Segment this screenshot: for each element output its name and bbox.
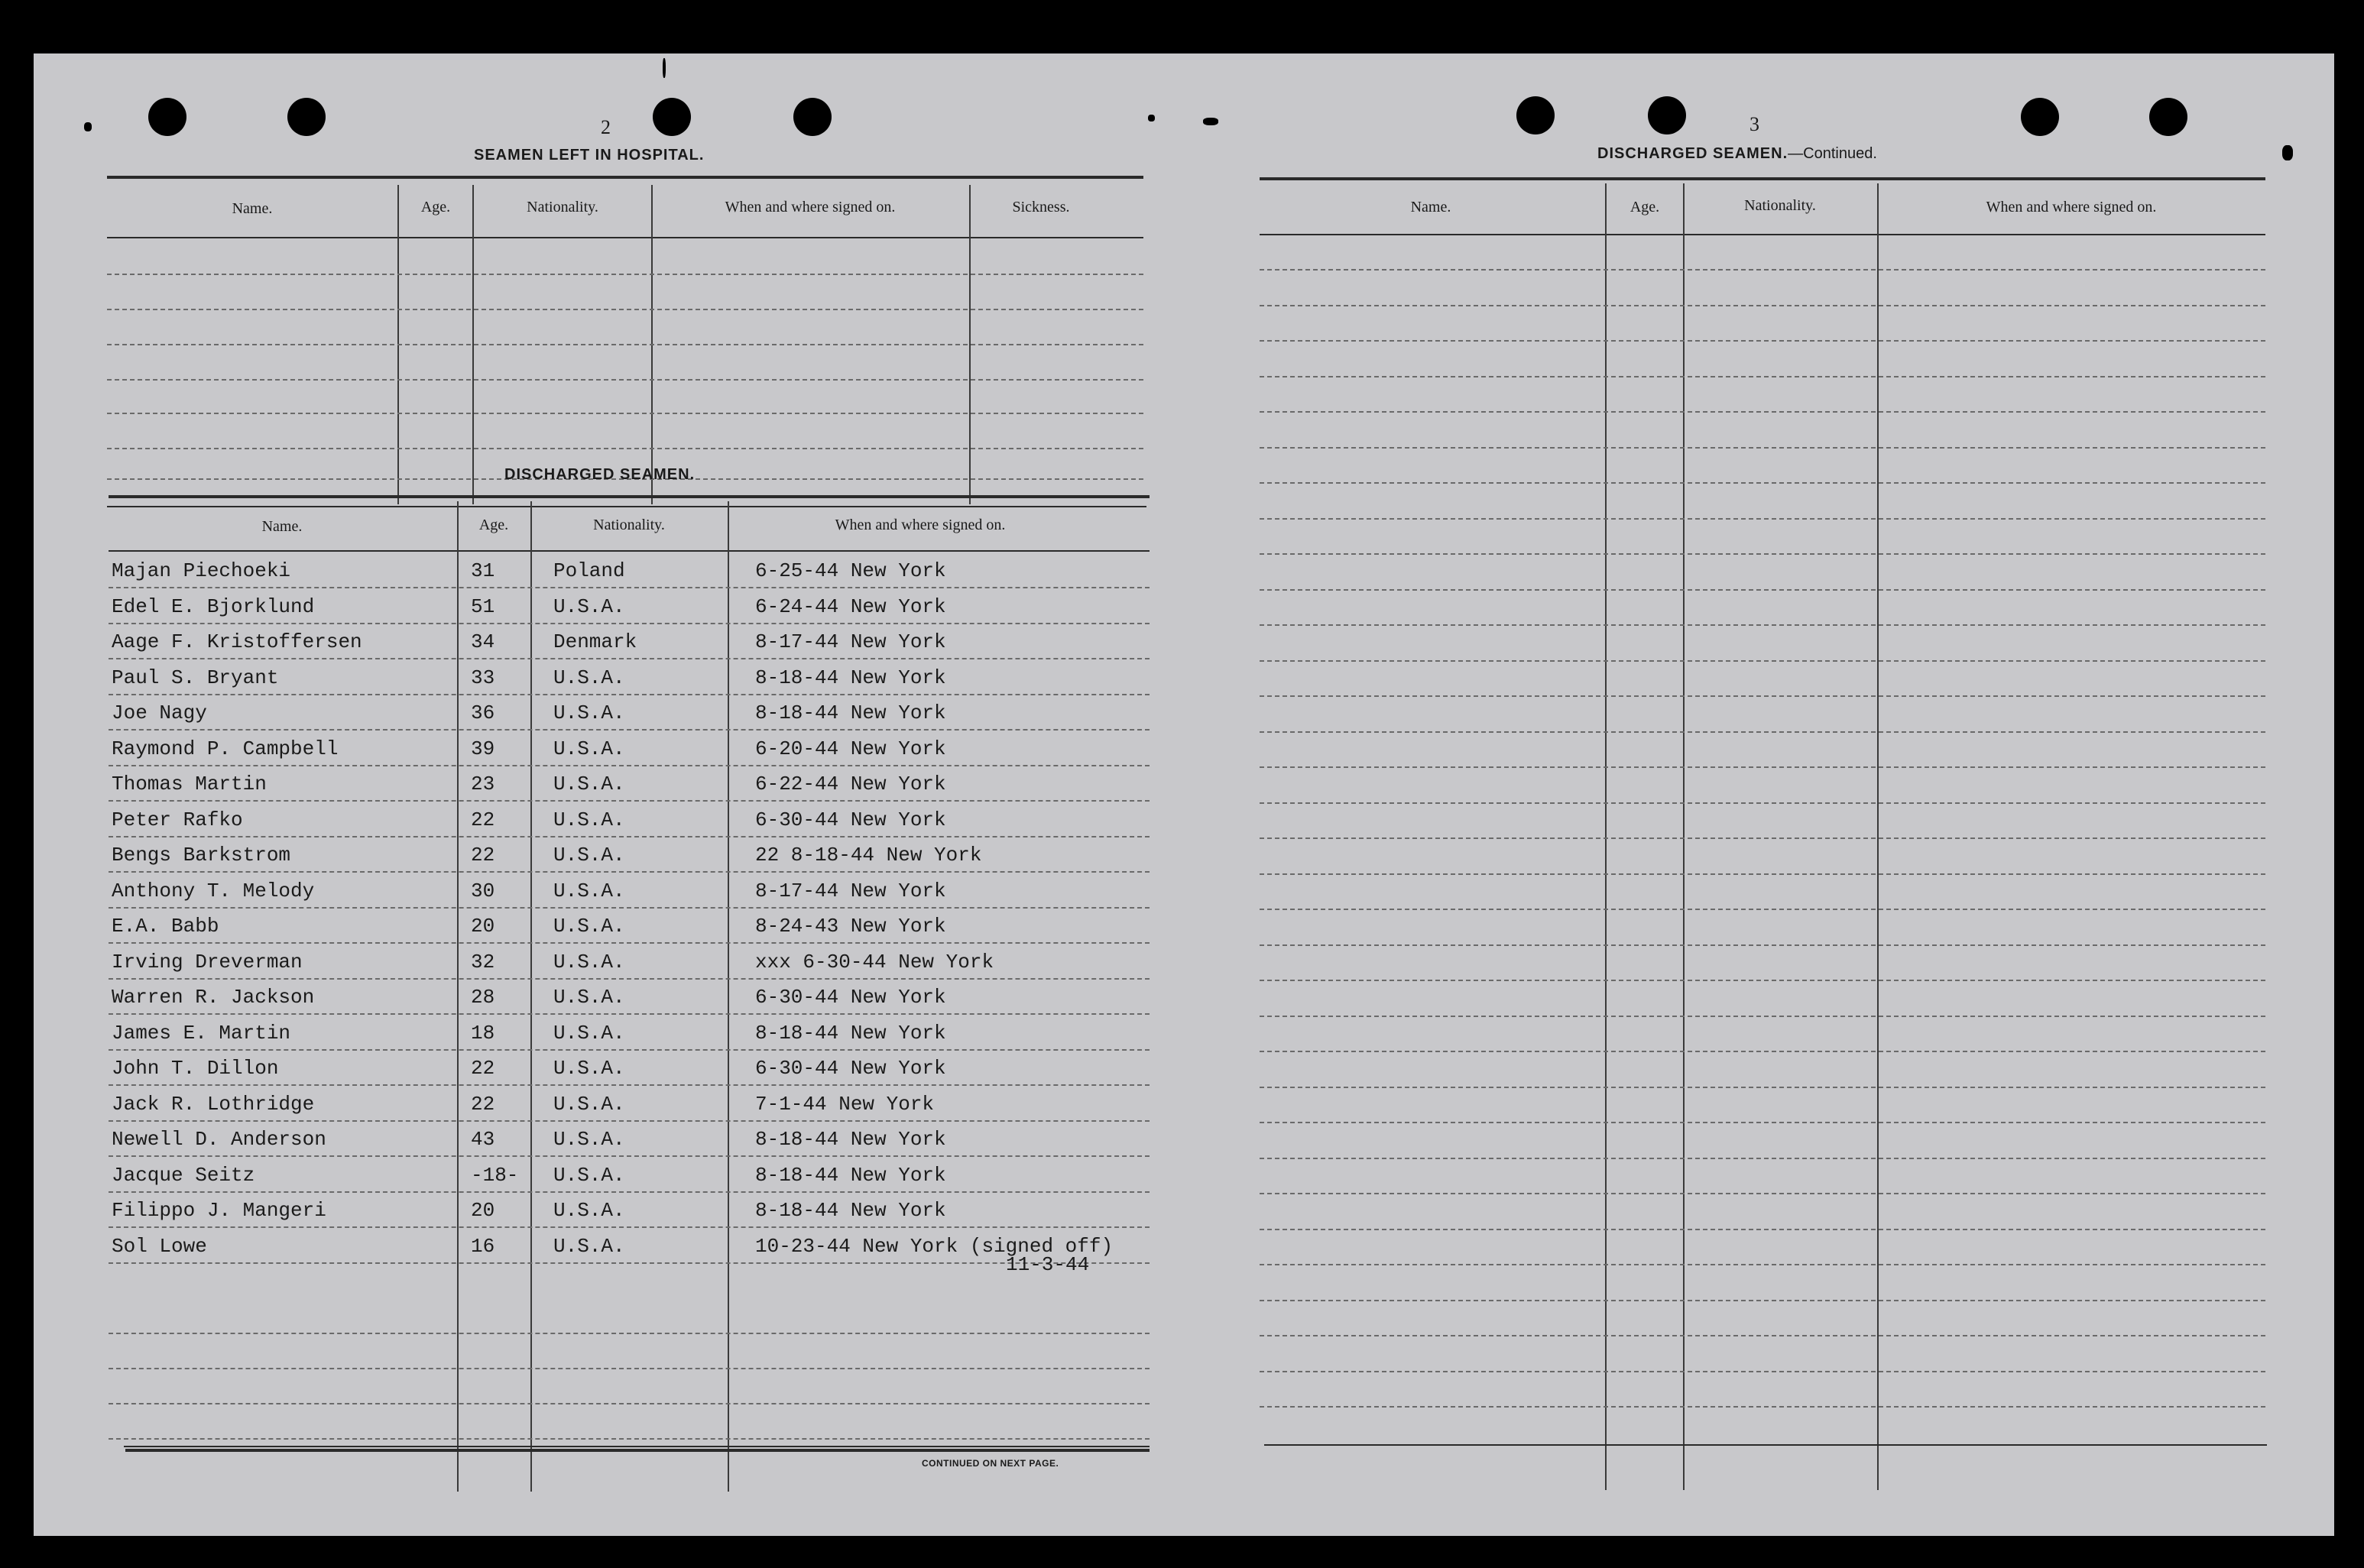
seaman-name: Sol Lowe: [112, 1234, 207, 1258]
blank-row-line: [1260, 269, 2265, 271]
seaman-nationality: U.S.A.: [553, 950, 625, 974]
table-row: [34, 1022, 1180, 1052]
rule: [107, 176, 1143, 179]
seaman-signed-on: 7-1-44 New York: [755, 1092, 935, 1116]
column-header-signed-on: When and where signed on.: [725, 199, 896, 215]
seaman-name: Aage F. Kristoffersen: [112, 630, 362, 653]
column-divider: [1605, 183, 1607, 1490]
seaman-nationality: U.S.A.: [553, 1057, 625, 1080]
seaman-nationality: U.S.A.: [553, 915, 625, 938]
seaman-nationality: U.S.A.: [553, 808, 625, 831]
rule: [109, 550, 1150, 552]
row-line: [109, 836, 1150, 837]
discharged-section-title: DISCHARGED SEAMEN.: [504, 466, 696, 483]
seaman-nationality: U.S.A.: [553, 844, 625, 867]
column-divider: [1683, 183, 1685, 1490]
row-line: [109, 1262, 1150, 1264]
seaman-age: 20: [471, 915, 495, 938]
blank-row-line: [1260, 695, 2265, 697]
seaman-name: John T. Dillon: [112, 1057, 279, 1080]
table-row: [34, 951, 1180, 981]
blank-row-line: [1260, 482, 2265, 484]
seaman-signed-on: 8-18-44 New York: [755, 1021, 946, 1045]
seaman-nationality: U.S.A.: [553, 773, 625, 795]
row-line: [109, 1155, 1150, 1157]
blank-row-line: [1260, 1158, 2265, 1159]
seaman-name: Warren R. Jackson: [112, 986, 315, 1009]
seaman-signed-on: 6-30-44 New York: [755, 986, 946, 1009]
seaman-signed-on: 6-30-44 New York: [755, 1057, 946, 1080]
blank-row-line: [1260, 837, 2265, 839]
row-line: [109, 1084, 1150, 1086]
continued-footer: CONTINUED ON NEXT PAGE.: [922, 1458, 1059, 1469]
row-line: [109, 1226, 1150, 1228]
left-page: [34, 53, 1180, 1536]
seaman-nationality: U.S.A.: [553, 1128, 625, 1151]
blank-row-line: [1260, 1193, 2265, 1194]
page-number: 3: [1749, 113, 1760, 135]
row-line: [109, 978, 1150, 980]
table-row: [34, 595, 1180, 626]
blank-row-line: [1260, 1335, 2265, 1336]
blank-row-line: [107, 274, 1143, 275]
seaman-age: 51: [471, 594, 495, 618]
seaman-name: Bengs Barkstrom: [112, 844, 291, 867]
table-row: [34, 773, 1180, 803]
blank-row-line: [107, 448, 1143, 449]
rule: [124, 1446, 1150, 1447]
table-row: [34, 915, 1180, 945]
column-divider: [1877, 183, 1879, 1490]
seaman-name: James E. Martin: [112, 1021, 291, 1045]
column-header-nationality: Nationality.: [527, 199, 598, 215]
table-row: [34, 666, 1180, 697]
column-header-signed-on: When and where signed on.: [1986, 199, 2157, 215]
title-continued: —Continued.: [1788, 145, 1877, 162]
seaman-signed-on: 8-18-44 New York: [755, 1199, 946, 1222]
seaman-name: Raymond P. Campbell: [112, 737, 339, 760]
seaman-nationality: U.S.A.: [553, 737, 625, 760]
blank-row-line: [1260, 802, 2265, 804]
blank-row-line: [1260, 411, 2265, 413]
seaman-nationality: U.S.A.: [553, 666, 625, 689]
column-header-age: Age.: [478, 517, 509, 533]
blank-row-line: [1260, 1122, 2265, 1123]
blank-row-line: [109, 1403, 1150, 1404]
seaman-age: -18-: [471, 1163, 519, 1187]
seaman-signed-on: 8-17-44 New York: [755, 879, 946, 902]
row-line: [109, 942, 1150, 944]
seaman-nationality: U.S.A.: [553, 1092, 625, 1116]
seaman-nationality: U.S.A.: [553, 1021, 625, 1045]
rule: [107, 237, 1143, 238]
rule: [107, 506, 1146, 507]
column-header-name: Name.: [232, 200, 273, 217]
seaman-signed-on: 6-25-44 New York: [755, 559, 946, 582]
table-row: [34, 737, 1180, 768]
blank-row-line: [1260, 1016, 2265, 1017]
seaman-name: Anthony T. Melody: [112, 879, 315, 902]
rule: [1260, 177, 2265, 180]
seaman-signed-on: 6-22-44 New York: [755, 773, 946, 795]
table-row: [34, 701, 1180, 732]
blank-row-line: [1260, 660, 2265, 662]
title-text: DISCHARGED SEAMEN.: [1597, 145, 1788, 162]
seaman-nationality: Poland: [553, 559, 625, 582]
table-row: [34, 1057, 1180, 1087]
seaman-age: 22: [471, 1092, 495, 1116]
right-page: [1180, 53, 2334, 1536]
seaman-age: 32: [471, 950, 495, 974]
table-row: [34, 1199, 1180, 1229]
table-row: [34, 630, 1180, 661]
seaman-age: 34: [471, 630, 495, 653]
seaman-age: 23: [471, 773, 495, 795]
seaman-signed-on: 6-30-44 New York: [755, 808, 946, 831]
blank-row-line: [1260, 340, 2265, 342]
blank-row-line: [109, 1368, 1150, 1369]
row-line: [109, 729, 1150, 731]
seaman-nationality: U.S.A.: [553, 879, 625, 902]
seaman-name: Joe Nagy: [112, 701, 207, 724]
seaman-name: Newell D. Anderson: [112, 1128, 326, 1151]
row-line: [109, 1049, 1150, 1051]
seaman-signed-on: 6-20-44 New York: [755, 737, 946, 760]
column-header-sickness: Sickness.: [1012, 199, 1070, 215]
blank-row-line: [1260, 944, 2265, 946]
seaman-name: E.A. Babb: [112, 915, 219, 938]
blank-row-line: [1260, 553, 2265, 555]
seaman-age: 20: [471, 1199, 495, 1222]
blank-row-line: [107, 413, 1143, 414]
blank-row-line: [1260, 589, 2265, 591]
blank-row-line: [1260, 376, 2265, 377]
seaman-nationality: U.S.A.: [553, 1234, 625, 1258]
rule: [1264, 1444, 2267, 1446]
discharged-continued-title: [1597, 145, 1877, 163]
table-row: [34, 844, 1180, 874]
seaman-signed-on: xxx 6-30-44 New York: [755, 950, 994, 974]
seaman-nationality: U.S.A.: [553, 1199, 625, 1222]
seaman-signed-on: 8-24-43 New York: [755, 915, 946, 938]
seaman-age: 39: [471, 737, 495, 760]
row-line: [109, 800, 1150, 802]
seaman-nationality: Denmark: [553, 630, 637, 653]
seaman-nationality: U.S.A.: [553, 701, 625, 724]
blank-row-line: [1260, 624, 2265, 626]
seaman-age: 36: [471, 701, 495, 724]
seaman-nationality: U.S.A.: [553, 986, 625, 1009]
column-header-age: Age.: [420, 199, 451, 215]
seaman-age: 22: [471, 808, 495, 831]
seaman-age: 33: [471, 666, 495, 689]
seaman-name: Thomas Martin: [112, 773, 267, 795]
row-line: [109, 1013, 1150, 1015]
blank-row-line: [1260, 1264, 2265, 1265]
blank-row-line: [1260, 1300, 2265, 1301]
seaman-nationality: U.S.A.: [553, 1163, 625, 1187]
seaman-name: Paul S. Bryant: [112, 666, 279, 689]
seaman-age: 30: [471, 879, 495, 902]
rule: [1260, 234, 2265, 235]
table-row: [34, 808, 1180, 839]
blank-row-line: [109, 1438, 1150, 1440]
seaman-age: 22: [471, 1057, 495, 1080]
seaman-signed-on: 8-18-44 New York: [755, 701, 946, 724]
seaman-age: 16: [471, 1234, 495, 1258]
blank-row-line: [1260, 1229, 2265, 1230]
blank-row-line: [107, 379, 1143, 381]
rule: [125, 1449, 1150, 1452]
column-header-name: Name.: [261, 518, 303, 535]
row-line: [109, 765, 1150, 766]
table-row: [34, 1164, 1180, 1194]
table-row: [34, 880, 1180, 910]
hospital-section-title: SEAMEN LEFT IN HOSPITAL.: [474, 147, 705, 164]
row-line: [109, 658, 1150, 659]
blank-row-line: [1260, 1406, 2265, 1408]
seaman-age: 18: [471, 1021, 495, 1045]
blank-row-line: [1260, 766, 2265, 768]
seaman-age: 28: [471, 986, 495, 1009]
row-line: [109, 694, 1150, 695]
seaman-age: 22: [471, 844, 495, 867]
column-header-age: Age.: [1630, 199, 1660, 215]
blank-row-line: [1260, 518, 2265, 520]
seaman-signed-on: 8-17-44 New York: [755, 630, 946, 653]
seaman-signed-on: 8-18-44 New York: [755, 1163, 946, 1187]
rule: [109, 495, 1150, 498]
row-line: [109, 623, 1150, 624]
seaman-name: Filippo J. Mangeri: [112, 1199, 326, 1222]
seaman-signed-on: 8-18-44 New York: [755, 1128, 946, 1151]
row-line: [109, 871, 1150, 873]
seaman-signed-on: 6-24-44 New York: [755, 594, 946, 618]
blank-row-line: [1260, 1051, 2265, 1052]
column-header-name: Name.: [1410, 199, 1451, 215]
column-header-nationality: Nationality.: [593, 517, 665, 533]
row-line: [109, 907, 1150, 909]
column-header-signed-on: When and where signed on.: [835, 517, 1006, 533]
table-row: [34, 986, 1180, 1016]
seaman-signed-on: 10-23-44 New York (signed off): [755, 1234, 1114, 1258]
seaman-name: Jack R. Lothridge: [112, 1092, 315, 1116]
seaman-name: Irving Dreverman: [112, 950, 303, 974]
row-line: [109, 587, 1150, 588]
seaman-name: Majan Piechoeki: [112, 559, 291, 582]
blank-row-line: [1260, 980, 2265, 981]
blank-row-line: [1260, 1087, 2265, 1088]
seaman-nationality: U.S.A.: [553, 594, 625, 618]
column-header-nationality: Nationality.: [1744, 197, 1816, 214]
table-row: [34, 1128, 1180, 1158]
blank-row-line: [1260, 909, 2265, 910]
seaman-name: Jacque Seitz: [112, 1163, 255, 1187]
row-line: [109, 1120, 1150, 1122]
seaman-signed-on: 22 8-18-44 New York: [755, 844, 982, 867]
seaman-signed-on: 8-18-44 New York: [755, 666, 946, 689]
blank-row-line: [1260, 305, 2265, 306]
table-row: [34, 559, 1180, 590]
blank-row-line: [1260, 1371, 2265, 1372]
page-number: 2: [601, 116, 611, 138]
seaman-age: 31: [471, 559, 495, 582]
signed-off-date: 11-3-44: [1006, 1253, 1090, 1276]
seaman-age: 43: [471, 1128, 495, 1151]
blank-row-line: [109, 1333, 1150, 1334]
blank-row-line: [107, 309, 1143, 310]
blank-row-line: [107, 344, 1143, 345]
blank-row-line: [1260, 873, 2265, 875]
seaman-name: Peter Rafko: [112, 808, 243, 831]
seaman-name: Edel E. Bjorklund: [112, 594, 315, 618]
blank-row-line: [1260, 731, 2265, 733]
document-sheet: [34, 53, 2334, 1536]
table-row: [34, 1093, 1180, 1123]
row-line: [109, 1191, 1150, 1193]
blank-row-line: [1260, 447, 2265, 449]
